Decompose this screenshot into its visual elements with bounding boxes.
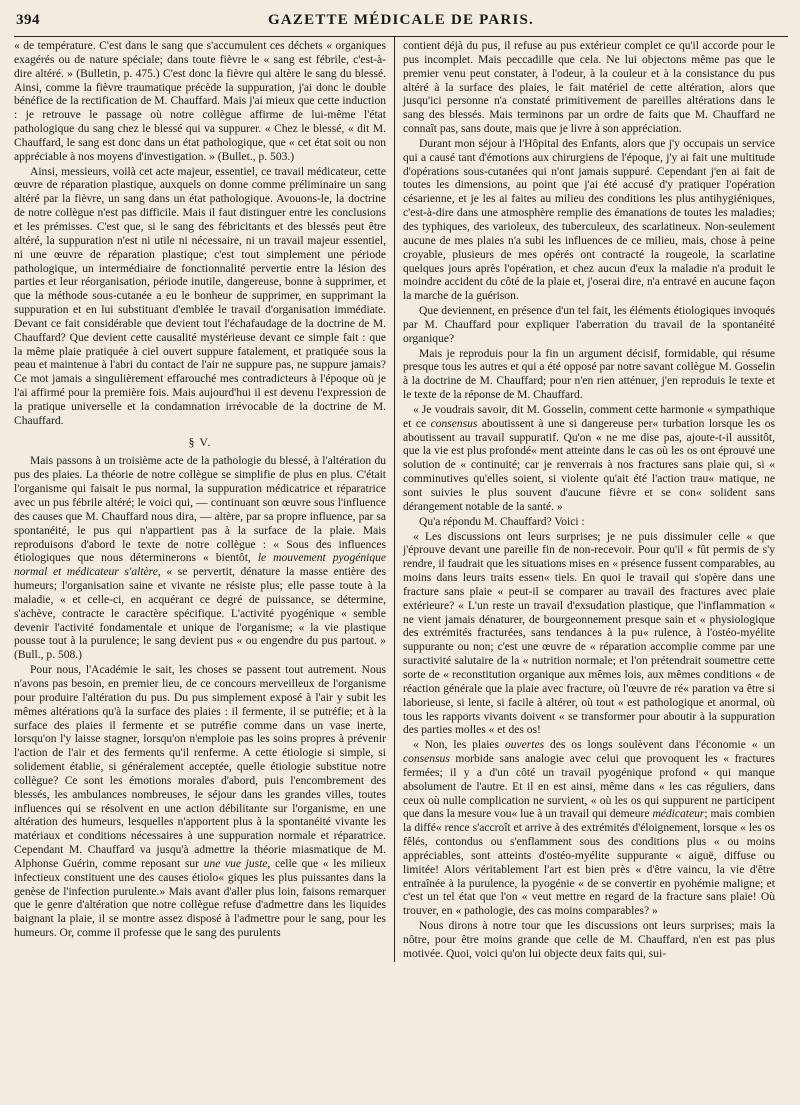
text-run: Pour nous, l'Académie le sait, les choses se passent tout autrement. Nous n'avons pas besoin, en premier lieu, de ce concours merveilleux de l'organisme pour produire l'altération du pus. Du pus simplement exposé à l'air y subit les mêmes altérations qu'à la surface des plaies : il fermente, il se putréfie; et à la surface des plaies il fermente et se putréfie comme dans un vase inerte, lorsqu'on l'y laisse stagner, lorsqu'on n'emploie pas les soins propres à prévenir l'action de l'air et des ferments qu'il renferme. A cette étiologie si simple, si solidement établie, si généralement acceptée, quelle étiologie substitue notre collègue? Ce sont les émotions morales d'abord, puis l'encombrement des blessés, les ambulances nombreuses, le séjour dans les grandes villes, toutes influences qui se résolvent en une action débilitante sur l'organisme, en une altération des humeurs, lesquelles n'apportent plus à la spontanéité vivante les matériaux et conditions nécessaires à une suppuration normale et réparatrice. Cependant M. Chauffard va jusqu'à admettre la théorie miasmatique de M. Alphonse Guérin, comme reposant sur <box>14 664 386 870</box>
quotation-paragraph <box>403 404 775 515</box>
text-run: , « se pervertit, dénature la masse entière des humeurs; l'organisation saine et vivante ne résiste plus; elle passe toute à la maladie, « et celle-ci, en acquérant ce degré de puissance, se détermine, s'achève, contracte le caractère spécifique. L'activité pyogénique « semble devenir l'activité fondamentale et unique de l'organisme; « la vie plastique pousse tout à la purulence; le sang devient pus « ou engendre du pus partout. » (Bull., p. 508.) <box>14 566 386 662</box>
text-run: « Je voudrais savoir, dit M. Gosselin, comment cette harmonie « sympathique et ce <box>403 403 775 430</box>
paragraph: contient déjà du pus, il refuse au pus extérieur complet ce qu'il accorde pour le pus incomplet. Mais peccadille que cela. Ne lui objectons même pas que le premier venu peut constater, à l'odeur, à la couleur et à la consistance du pus altéré à la surface des plaies, le fait matériel de cette altération, alors que jusqu'ici personne n'a constaté primitivement de pareilles altérations dans le sang des blessés. Mais terminons par un ordre de faits que M. Chauffard ne connaît pas, sans doute, mais que je livre à son appréciation. <box>403 40 775 136</box>
quotation-paragraph: « Les discussions ont leurs surprises; je ne puis dissimuler celle « que j'éprouve devant une pareille fin de non-recevoir. Pour qu'il « fût permis de s'y rendre, il faudrait que les situations mises en « présence fussent comparables, au moins dans leurs traits essen« tiels. En quoi le travail qui s'opère dans une fracture sans plaie « peut-il se comparer au travail des fractures avec plaie extérieure? « L'un reste un travail d'exsudation plastique, que l'inflammation « ne vient jamais dénaturer, de bourgeonnement presque sain et « physiologique des extrémités fracturées, sans tendances à la pu« rulence, à l'ostéo-myélite suppurante ou non; c'est une œuvre de « réparation accomplie comme par une suractivité salutaire de la « nutrition normale; et l'on prétendrait soumettre cette sorte de « reconstitution organique aux mêmes lois, aux mêmes conditions « de réaction générale que la plaie avec fracture, où l'œuvre de ré« paration va être si laborieuse, si lente, si facile à altérer, où tout « est pathologique et anormal, où tous les rapports vivants doivent « se transformer pour aboutir à la suppuration des parties molles « et des os! <box>403 530 775 737</box>
two-column-body <box>14 40 788 962</box>
right-column <box>395 40 775 962</box>
italic-run: une vue juste <box>203 857 268 870</box>
italic-run: médicateur <box>652 808 705 821</box>
text-run: des os longs soulèvent dans l'économie « un <box>544 739 775 752</box>
italic-run: ouvertes <box>504 739 545 752</box>
italic-run: consensus <box>403 753 450 766</box>
quotation-paragraph <box>403 739 775 919</box>
paragraph: Que deviennent, en présence d'un tel fait, les éléments étiologiques invoqués par M. Chauffard pour expliquer l'aberration du travail de la spontanéité organique? <box>403 305 775 345</box>
section-heading: § V. <box>188 434 212 449</box>
text-run: « Non, les plaies <box>413 739 505 752</box>
paragraph: Qu'a répondu M. Chauffard? Voici : <box>419 515 585 528</box>
paragraph <box>14 664 386 941</box>
text-run: aboutissent à une si dangereuse per« turbation lorsque les os aboutissent au travail suppuratif. Qu'on « ne me dise pas, ajoute-t-il aussitôt, que la vie est plus profondé« ment atteinte dans le cas où les os ont éprouvé une solution de « continuité; car je renverrais à nos fractures sans plaie qui, si « comminutives qu'elles soient, si violente qu'ait été l'action trau« matique, ne sont suivies le plus souvent d'aucune fièvre et se con« solident sans dérangement notable de la santé. » <box>403 417 776 513</box>
text-run: , celle que « les milieux infectieux constituent une des causes étiolo« giques les plus puissantes dans la genèse de l'infection purulente.» Mais avant d'aller plus loin, faisons remarquer que le genre d'altération que notre collègue refuse d'admettre dans les liquides baignant la plaie, il se montre assez disposé à l'admettre pour le sang, pour les humeurs. Or, comme il professe que le sang des purulents <box>14 857 386 940</box>
page-header <box>14 10 788 37</box>
running-title: GAZETTE MÉDICALE DE PARIS. <box>268 12 534 28</box>
page-number: 394 <box>16 12 40 28</box>
text-run: ; mais combien la diffé« rence s'accroît et arrive à des extrémités d'éloignement, lorsque « les os fêlés, contondus ou s'enflamment sous des conditions plus « ou moins appréciables, sont atteints d'ostéo-myélite suppurante « aiguë, diffuse ou limitée! Alors véritablement l'art est bien près « d'être vaincu, la vie d'être entraînée à la purulence, la pyogénie « de se convertir en pyohémie maligne; et c'est un tel état que l'on « veut mettre en regard de la fracture sans plaie! Où trouver, en « pathologie, des cas moins comparables? » <box>403 808 775 918</box>
italic-run: consensus <box>430 417 478 430</box>
paragraph: « de température. C'est dans le sang que s'accumulent ces déchets « organiques exagérés ou de nature spéciale; dans toute fièvre le « sang est fébrile, c'est-à-dire altéré. » (Bulletin, p. 475.) C'est donc la fièvre qui altère le sang du blessé. Ainsi, comme la fièvre traumatique précède la suppuration, j'ai donc le double bénéfice de la rectification de M. Chauffard. Mais j'ai mieux que cette induction : je retrouve le passage où notre collègue affirme de lui-même l'état pathologique du sang chez le blessé qui va suppurer. « Chez le blessé, « dit M. Chauffard, le sang est donc dans un état pathologique, que « cet état soit ou non appréciable à nos moyens d'investigation. » (Bullet., p. 503.) <box>14 40 386 163</box>
text-run: Mais passons à un troisième acte de la pathologie du blessé, à l'altération du pus des plaies. La théorie de notre collègue se simplifie de plus en plus. C'était l'organisme qui faisait le pus normal, la suppuration médicatrice et réparatrice avec un pus fébrile altéré; le voici qui, — continuant son œuvre sous l'influence des causes que M. Chauffard nous dira, — altère, par sa propre influence, par sa spontanéité, le pus qui n'appartient pas à la surface de la plaie. Mais reproduisons d'abord le texte de notre collègue : « Sous des influences étiologiques que nous déterminerons « bientôt, <box>14 455 386 565</box>
paragraph: Nous dirons à notre tour que les discussions ont leurs surprises; mais la nôtre, pour être moins grande que celle de M. Chauffard, n'en est pas plus motivée. Quoi, voici qu'on lui objecte deux faits qui, sui- <box>403 920 775 960</box>
italic-run: le mouvement pyogénique normal et médicateur s'altère <box>14 552 387 579</box>
paragraph: Ainsi, messieurs, voilà cet acte majeur, essentiel, ce travail médicateur, cette œuvre de réparation plastique, auxquels on donne comme préliminaire un sang altéré par la fièvre, un sang dans un état pathologique. Avouons-le, la doctrine de notre collègue n'est pas difficile. Mais il faut distinguer entre les conclusions et les prémisses. C'est que, si le sang des fébricitants et des blessés peut être altéré, la suppuration n'est ni utile ni nécessaire, ni un travail majeur essentiel, ni une œuvre de réparation plastique; c'est tout simplement une période pathologique, un intermédiaire de fonctionnalité pervertie entre la lésion des parties et leur réorganisation, période inutile, dangereuse, bonne à supprimer, et que la méthode sous-cutanée a eu le bonheur de supprimer, en supprimant la suppuration et en lui substituant d'emblée le travail d'organisation immédiate. Devant ce fait considérable que devient tout l'échafaudage de la doctrine de M. Chauffard? Que devient cette causalité mystérieuse devant ce simple fait : que la même plaie pratiquée à ciel ouvert suppure fatalement, et pratiquée sous la peau et maintenue à l'abri du contact de l'air ne suppure pas, ne suppure jamais? Ce mot jamais a singulièrement effarouché mes contradicteurs à l'époque où je l'ai affirmé pour la première fois. Mais aujourd'hui il est devenu l'expression de la pratique universelle et la condamnation irrévocable de la doctrine de M. Chauffard. <box>14 165 386 427</box>
text-run: morbide sans analogie avec celui que provoquent les « fractures fermées; il y a d'un côté un travail pyogénique profond « qui manque absolument de l'autre. Et il en est ainsi, même dans « les cas réguliers, dans ceux où nulle complication ne survient, « où les os qui suppurent ne participent que dans la mesure vou« lue à un travail qui demeure <box>403 753 775 821</box>
paragraph: Mais je reproduis pour la fin un argument décisif, formidable, qui résume presque tous les autres et qui a été opposé par notre savant collègue M. Gosselin à la doctrine de M. Chauffard; pour n'en rien atténuer, j'en reproduis le texte et le texte de la réponse de M. Chauffard. <box>403 347 775 402</box>
paragraph: Durant mon séjour à l'Hôpital des Enfants, alors que j'y occupais un service qui a causé tant d'émotions aux chirurgiens de l'époque, j'y ai fait une multitude d'opérations sous-cutanées qui n'ont jamais suppuré. Cependant j'en ai fait de toutes les dimensions, au point que j'ai été accusé d'y pratiquer l'opération césarienne, et je les ai faites au milieu des conditions les plus antihygiéniques, c'est-à-dire dans une atmosphère remplie des émanations de toutes les maladies; des typhiques, des varioleux, des tuberculeux, des scarlatineux. Non-seulement aucune de mes plaies n'a subi les influences de ce milieu, mais, chose à peine croyable, plusieurs de mes opérés ont contracté la rougeole, la scarlatine quelques jours après l'opération, et chez aucun d'eux la maladie n'a produit le moindre accident du côté de la plaie et, j'oserai dire, n'a entravé en aucune façon la marche de la guérison. <box>403 137 775 303</box>
left-column <box>14 40 394 962</box>
paragraph <box>14 455 386 663</box>
